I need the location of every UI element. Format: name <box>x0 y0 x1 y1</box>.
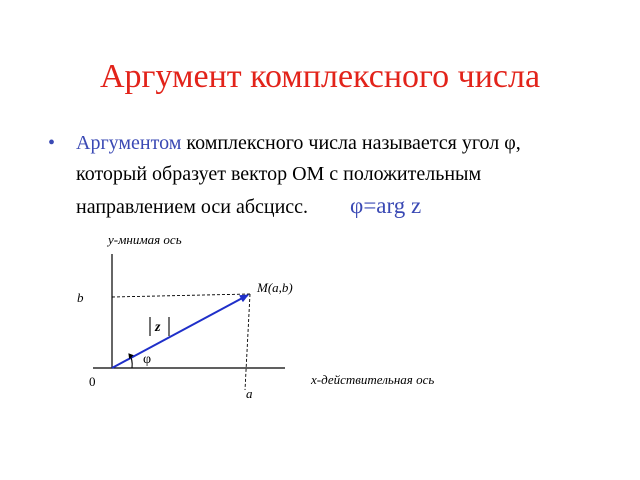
angle-phi-label: φ <box>143 352 152 367</box>
keyword-argument: Аргументом <box>76 132 182 154</box>
angle-arc <box>129 354 132 368</box>
vector-om <box>112 295 248 368</box>
y-axis-label: y-мнимая ось <box>108 232 182 247</box>
definition-line-1-rest: комплексного числа называется угол φ, <box>181 132 521 154</box>
definition-line-2: который образует вектор ОМ с положительным <box>76 163 482 185</box>
bullet-dot-icon: • <box>48 132 56 154</box>
origin-label: 0 <box>89 374 96 389</box>
definition-line-3-text: направлением оси абсцисс. <box>76 196 309 218</box>
projection-a-dashed <box>245 294 250 390</box>
modulus-label: z <box>155 320 161 335</box>
slide-title: Аргумент комплексного числа <box>99 58 541 95</box>
formula-arg-z: φ=arg z <box>350 193 422 218</box>
a-label: a <box>246 386 253 401</box>
point-m-label: M(a,b) <box>257 280 293 295</box>
x-axis-label: x-действительная ось <box>311 372 435 387</box>
b-label: b <box>77 290 84 305</box>
projection-b-dashed <box>112 294 250 297</box>
